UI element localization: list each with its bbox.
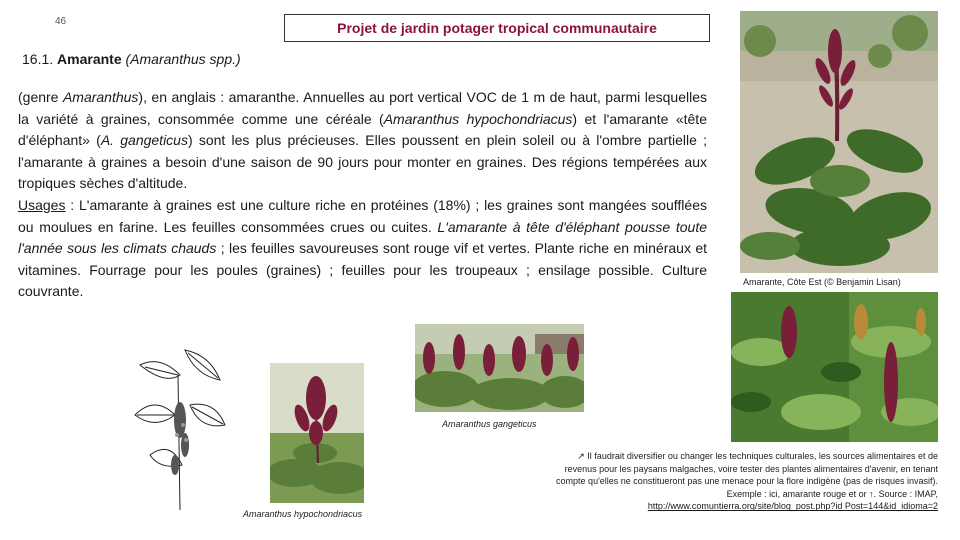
section-heading — [22, 51, 241, 67]
caption-hypochondriacus: Amaranthus hypochondriacus — [243, 509, 363, 519]
section-latin-name: (Amaranthus spp.) — [125, 51, 241, 67]
amaranth-photo-top-right — [740, 11, 938, 273]
text-run: ), en anglais : amaranthe. Annuelles au port vertical VOC de 1 m de haut, parmi lesquelles la variété à graines, consommée comme une céréale ( — [18, 89, 708, 127]
caption-top-right-photo: Amarante, Côte Est (© Benjamin Lisan) — [743, 277, 901, 287]
text-run: ; les feuilles savoureuses sont rouge vif et vertes. Plante riche en minéraux et vitamines. Fourrage pour les poules (graines) ; feuilles pour les troupeaux ; ensilage possible. Culture couvrante. — [18, 240, 707, 300]
footnote — [440, 450, 938, 513]
page-title: Projet de jardin potager tropical communautaire — [337, 20, 657, 36]
amaranthus-hypochondriacus-photo — [270, 363, 364, 503]
description-paragraph — [18, 87, 707, 303]
latin-term: Amaranthus hypochondriacus — [383, 110, 573, 127]
text-run: ) et l'amarante «tête d'éléphant» ( — [18, 110, 707, 149]
text-run: : L'amarante à graines est une culture riche en protéines (18%) ; les graines sont mangées soufflées ou moulues en farine. Les feuilles consommées crues ou cuites. — [18, 196, 707, 235]
section-number: 16.1. — [22, 51, 54, 67]
text-run: (genre — [18, 89, 63, 105]
footnote-line: Exemple : ici, amarante rouge et or ↑. Source : IMAP, — [726, 488, 938, 499]
page-number: 46 — [55, 16, 67, 27]
amaranth-field-photo — [731, 292, 938, 442]
footnote-line: ↗ Il faudrait diversifier ou changer les techniques culturales, les sources alimentaires et de — [577, 451, 938, 461]
amaranth-botanical-drawing — [130, 345, 227, 515]
latin-term: Amaranthus — [62, 89, 139, 105]
text-run: ) sont les plus précieuses. Elles poussent en plein soleil ou à l'ombre partielle ; l'amarante à graines a besoin d'une saison de 90 jours pour monter en graines. Des régions tempérées aux tropiques sèches d'altitude. — [18, 132, 708, 192]
amaranthus-gangeticus-photo — [415, 324, 584, 412]
footnote-line: compte qu'elles ne constitueront pas une menace pour la flore indigène (pas de risques invasif). — [556, 476, 938, 487]
section-name: Amarante — [57, 51, 122, 67]
page-title-box — [284, 14, 710, 42]
italic-sentence: L'amarante à tête d'éléphant pousse toute l'année sous les climats chauds — [18, 218, 708, 257]
footnote-line: revenus pour les paysans malgaches, voire tester des plantes alimentaires d'avenir, en tenant — [564, 463, 938, 474]
caption-gangeticus: Amaranthus gangeticus — [442, 419, 537, 429]
source-link[interactable]: http://www.comuntierra.org/site/blog_post.php?id Post=144&id_idioma=2 — [647, 501, 938, 512]
latin-term: A. gangeticus — [100, 132, 188, 149]
usages-label: Usages — [18, 196, 66, 213]
